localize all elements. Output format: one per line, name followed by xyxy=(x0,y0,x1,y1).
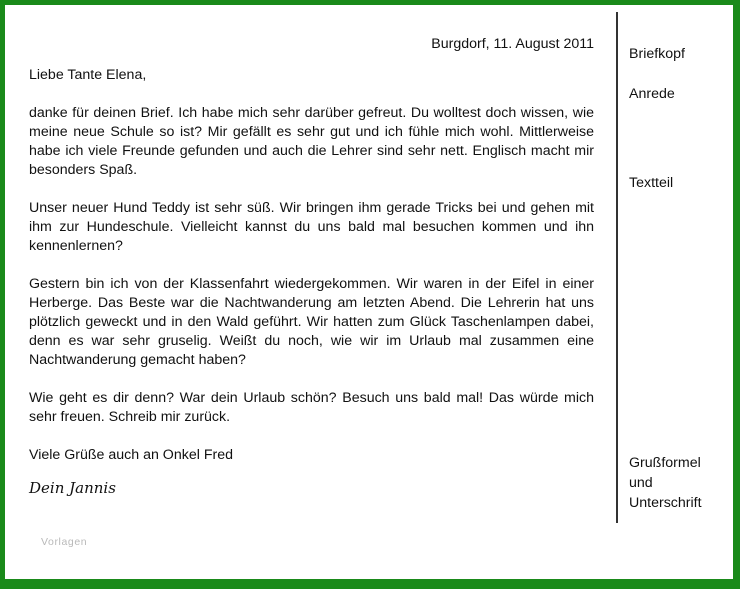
watermark: Vorlagen xyxy=(41,536,88,548)
letter-body xyxy=(29,35,594,498)
paragraph-1: danke für deinen Brief. Ich habe mich sehr darüber gefreut. Du wolltest doch wissen, wie meine neue Schule so ist? Mir gefällt es sehr gut und ich fühle mich wohl. Mittlerweise habe ich viele Freunde gefunden und auch die Lehrer sind sehr nett. Englisch macht mir besonders Spaß. xyxy=(29,105,594,178)
label-briefkopf: Briefkopf xyxy=(629,46,685,62)
paragraph-2: Unser neuer Hund Teddy ist sehr süß. Wir bringen ihm gerade Tricks bei und gehen mit ihm zur Hundeschule. Vielleicht kannst du uns bald mal besuchen kommen und ihn kennenlernen? xyxy=(29,200,594,254)
letter-closing: Viele Grüße auch an Onkel Fred xyxy=(29,447,233,463)
label-und-line: und xyxy=(629,475,653,491)
label-textteil: Textteil xyxy=(629,175,674,191)
paragraph-4: Wie geht es dir denn? War dein Urlaub schön? Besuch uns bald mal! Das würde mich sehr freuen. Schreib mir zurück. xyxy=(29,390,594,425)
letter-salutation: Liebe Tante Elena, xyxy=(29,67,147,83)
letter-date: Burgdorf, 11. August 2011 xyxy=(431,36,594,52)
label-grussformel xyxy=(629,453,702,513)
label-unterschrift-line: Unterschrift xyxy=(629,495,702,511)
label-anrede: Anrede xyxy=(629,86,675,102)
letter-sheet xyxy=(5,5,733,579)
label-grussformel-line: Grußformel xyxy=(629,455,701,471)
section-divider xyxy=(616,12,618,523)
paragraph-3: Gestern bin ich von der Klassenfahrt wiedergekommen. Wir waren in der Eifel in einer Herberge. Das Beste war die Nachtwanderung am letzten Abend. Die Lehrerin hat uns plötzlich geweckt und in den Wald geführt. Wir hatten zum Glück Taschenlampen dabei, denn es war sehr gruselig. Weißt du noch, wie wir im Urlaub mal zusammen eine Nachtwanderung gemacht haben? xyxy=(29,276,594,368)
letter-signature: Dein Jannis xyxy=(29,479,116,497)
